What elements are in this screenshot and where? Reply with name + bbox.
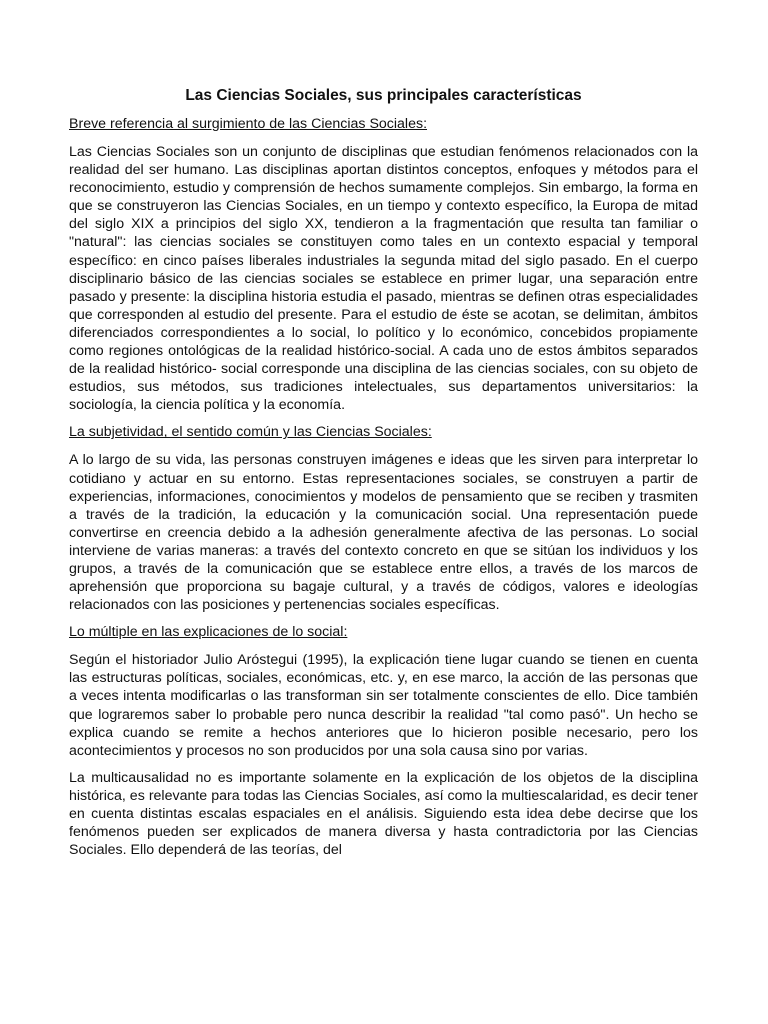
section-subjetividad: [69, 423, 698, 614]
section-surgimiento: [69, 115, 698, 414]
document-title: Las Ciencias Sociales, sus principales características: [185, 87, 582, 104]
section-heading: Breve referencia al surgimiento de las Ciencias Sociales:: [69, 116, 428, 132]
section-heading: Lo múltiple en las explicaciones de lo social:: [69, 624, 348, 641]
paragraph: A lo largo de su vida, las personas construyen imágenes e ideas que les sirven para interpretar lo cotidiano y actuar en su entorno. Estas representaciones sociales, se construyen a partir de experiencias, informaciones, conocimientos y modelos de pensamiento que se reciben y trasmiten a través de la tradición, la educación y la comunicación social. Una representación puede convertirse en creencia debido a la adhesión generalmente afectiva de las personas. Lo social interviene de varias maneras: a través del contexto concreto en que se sitúan los individuos y los grupos, a través de la comunicación que se establece entre ellos, a través de los marcos de aprehensión que proporciona su bagaje cultural, y a través de códigos, valores e ideologías relacionados con las posiciones y pertenencias sociales específicas.: [69, 452, 698, 614]
paragraph: La multicausalidad no es importante solamente en la explicación de los objetos de la disciplina histórica, es relevante para todas las Ciencias Sociales, así como la multiescalaridad, es decir tener en cuenta distintas escalas espaciales en el análisis. Siguiendo esta idea debe decirse que los fenómenos pueden ser explicados de manera diversa y hasta contradictoria por las Ciencias Sociales. Ello dependerá de las teorías, del: [69, 769, 698, 859]
paragraph: Según el historiador Julio Aróstegui (1995), la explicación tiene lugar cuando se tienen en cuenta las estructuras políticas, sociales, económicas, etc. y, en ese marco, la acción de las personas que a veces intenta modificarlas o las transforman sin ser totalmente conscientes de ello. Dice también que lograremos saber lo probable pero nunca describir la realidad "tal como pasó". Un hecho se explica cuando se remite a hechos anteriores que lo hicieron posible necesario, pero los acontecimientos y procesos no son producidos por una sola causa sino por varias.: [69, 652, 698, 759]
section-lo-multiple: [69, 623, 698, 859]
document-page: [69, 86, 698, 859]
paragraph: Las Ciencias Sociales son un conjunto de disciplinas que estudian fenómenos relacionados con la realidad del ser humano. Las disciplinas aportan distintos conceptos, enfoques y métodos para el reconocimiento, estudio y comprensión de hechos sumamente complejos. Sin embargo, la forma en que se construyeron las Ciencias Sociales, en un tiempo y contexto específico, la Europa de mitad del siglo XIX a principios del siglo XX, tendieron a la fragmentación que resulta tan familiar o "natural": las ciencias sociales se constituyen como tales en un contexto espacial y temporal específico: en cinco países liberales industriales la segunda mitad del siglo pasado. En el cuerpo disciplinario básico de las ciencias sociales se establece en primer lugar, una separación entre pasado y presente: la disciplina historia estudia el pasado, mientras se definen otras especialidades que corresponden al estudio del presente. Para el estudio de éste se acotan, se delimitan, ámbitos diferenciados correspondientes a lo social, lo político y lo económico, concebidos propiamente como regiones ontológicas de la realidad histórico-social. A cada uno de estos ámbitos separados de la realidad histórico- social corresponde una disciplina de las ciencias sociales, con su objeto de estudios, sus métodos, sus tradiciones intelectuales, sus departamentos universitarios: la sociología, la ciencia política y la economía.: [69, 144, 698, 414]
section-heading: La subjetividad, el sentido común y las Ciencias Sociales:: [69, 424, 432, 441]
